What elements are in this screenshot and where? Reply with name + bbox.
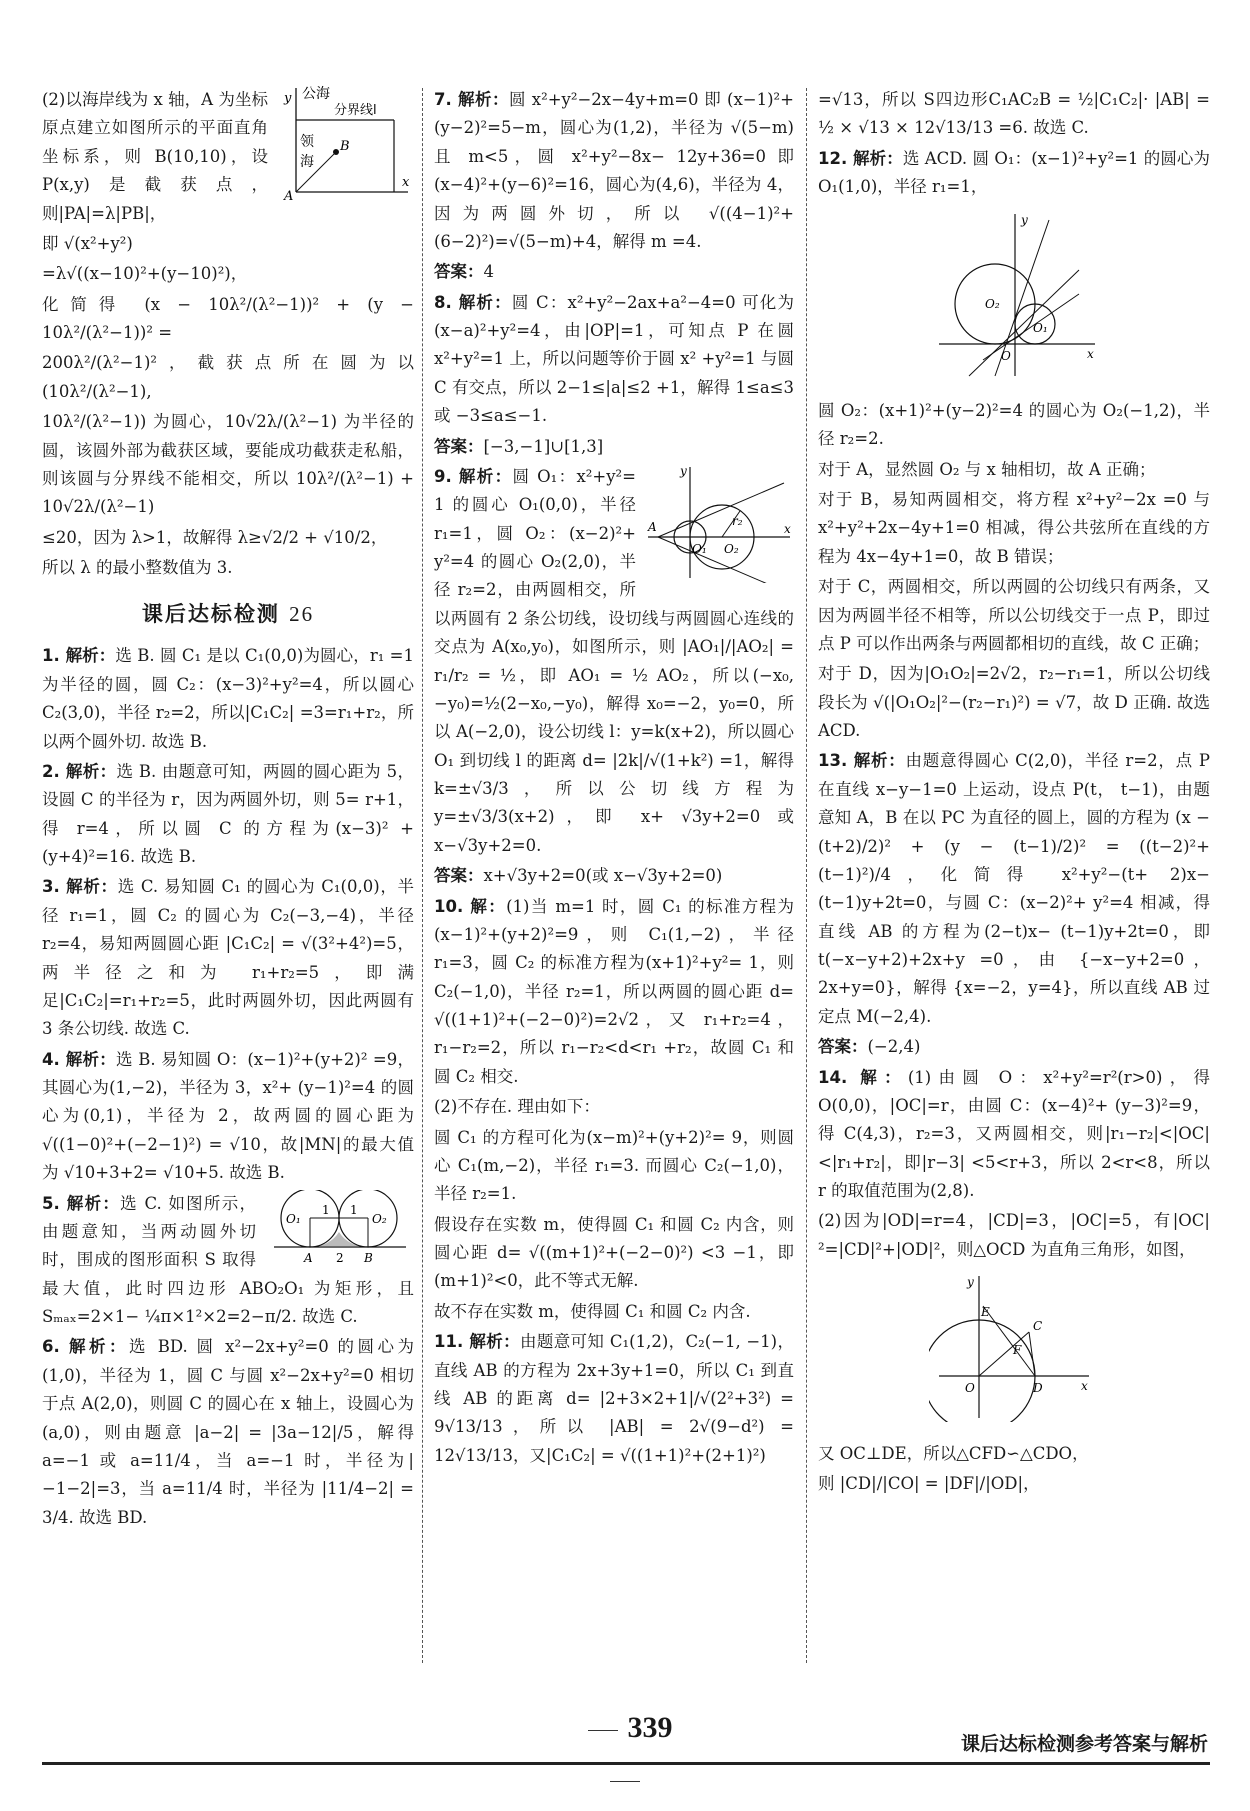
answer-10: 10. 解：(1)当 m=1 时，圆 C₁ 的标准方程为 (x−1)²+(y+2)²=9，则 C₁(1,−2)，半径 r₁=3，圆 C₂ 的标准方程为(x+1)²+y²= 1，则 C₂(−1,0)，半径 r₂=1，所以两圆的圆心距 d= √((1+1)²+(−2−0)²)=2√2，又 r₁+r₂=4，r₁−r₂=2，所以 r₁−r₂<d<r₁ +r₂，故圆 C₁ 和圆 C₂ 相交. (434, 896, 794, 1086)
fig12-y: y (1021, 212, 1028, 227)
fig9-x: x (784, 521, 791, 536)
answer-11: 11. 解析：由题意可知 C₁(1,2)，C₂(−1, −1)，直线 AB 的方程为 2x+3y+1=0，所以 C₁ 到直线 AB 的距离 d= |2+3×2+1|/√(2²+3²) = 9√13/13，所以 |AB| = 2√(9−d²) = 12√13/13，又|C₁C₂| = √((1+1)²+(2+1)²) (434, 1332, 794, 1465)
answer-12-c: 对于 B，易知两圆相交，将方程 x²+y²−2x =0 与 x²+y²+2x−4y+1=0 相减，得公共弦所在直线的方程为 4x−4y+1=0，故 B 错误； (818, 490, 1210, 566)
section-number: 26 (289, 602, 315, 627)
fig9-o1: O₁ (692, 541, 707, 556)
figure-12 (929, 210, 1099, 380)
answer-12-b: 对于 A，显然圆 O₂ 与 x 轴相切，故 A 正确； (818, 459, 1156, 479)
q-prev-text-4: 化简得 (x − 10λ²/(λ²−1))² + (y − 10λ²/(λ²−1))² = (42, 294, 414, 342)
figure-14-wrap (818, 1272, 1210, 1431)
fig14-y: y (967, 1275, 974, 1290)
footer-rule (42, 1762, 1210, 1765)
answer-10-part2-c: 故不存在实数 m，使得圆 C₁ 和圆 C₂ 内含. (434, 1301, 751, 1321)
fig9-o2: O₂ (724, 541, 739, 556)
fig5-2: 2 (336, 1250, 344, 1265)
fig5-a: A (304, 1250, 313, 1265)
tangent-figure (644, 463, 794, 583)
answer-12-e: 对于 D，因为|O₁O₂|=2√2，r₂−r₁=1，所以公切线段长为 √(|O₁O₂|²−(r₂−r₁)²) = √7，故 D 正确. 故选 ACD. (818, 664, 1210, 740)
answer-5: 5. 解析：选 C. 如图所示，由题意知，当两动圆外切时，围成的图形面积 S 取得最大值，此时四边形 ABO₂O₁ 为矩形，且 Sₘₐₓ=2×1− ¼π×1²×2=2−π/2. 故选 C. (42, 1193, 414, 1327)
answer-12: 12. 解析：选 ACD. 圆 O₁：(x−1)²+y²=1 的圆心为 O₁(1,0)，半径 r₁=1， (818, 148, 1210, 197)
answer-6: 6. 解析：选 BD. 圆 x²−2x+y²=0 的圆心为(1,0)，半径为 1，圆 C 与圆 x²−2x+y²=0 相切于点 A(2,0)，则圆 C 的圆心在 x 轴上，设圆心为(a,0)，则由题意 |a−2| = |3a−12|/5，解得 a=−1 或 a=11/4，当 a=−1 时，半径为|−1−2|=3，当 a=11/4 时，半径为 |11/4−2| = 3/4. 故选 BD. (42, 1337, 415, 1527)
answer-7-result: 答案：4 (434, 262, 494, 282)
q-prev-text-1: (2)以海岸线为 x 轴，A 为坐标原点建立如图所示的平面直角坐标系，则 B(10,10)，设 P(x,y)是截获点，则|PA|=λ|PB|， (42, 90, 268, 223)
figure-14 (929, 1272, 1099, 1422)
fig14-d: D (1033, 1381, 1043, 1396)
fig9-a: A (648, 519, 657, 534)
two-circles-figure (264, 1190, 414, 1270)
answer-10-part2-a: 圆 C₁ 的方程可化为(x−m)²+(y+2)²= 9，则圆心 C₁(m,−2)，半径 r₁=3. 而圆心 C₂(−1,0)，半径 r₂=1. (434, 1127, 794, 1204)
figure-12-wrap (818, 210, 1210, 389)
answer-14-part2-b: 又 OC⊥DE，所以△CFD∽△CDO， (818, 1443, 1089, 1463)
answer-10-part2: (2)不存在. 理由如下： (434, 1097, 600, 1117)
answer-4: 4. 解析：选 B. 易知圆 O：(x−1)²+(y+2)² =9，其圆心为(1,−2)，半径为 3，x²+ (y−1)²=4 的圆心为(0,1)，半径为 2，故两圆的圆心距为 √((1−0)²+(−2−1)²) = √10，故|MN|的最大值为 √10+3+2= √10+5. 故选 B. (42, 1049, 415, 1183)
answer-14-part2-c: 则 |CD|/|CO| = |DF|/|OD|， (818, 1473, 1040, 1493)
answer-11-cont: =√13，所以 S四边形C₁AC₂B = ½|C₁C₂|· |AB| = ½ × √13 × 12√13/13 =6. 故选 C. (818, 90, 1210, 138)
fig14-x: x (1081, 1379, 1088, 1394)
coast-label-x: x (402, 175, 410, 190)
answer-9-result: 答案：x+√3y+2=0(或 x−√3y+2=0) (434, 866, 723, 886)
fig5-o1: O₁ (286, 1211, 301, 1226)
section-title (42, 596, 414, 632)
coast-label-territory-1: 领 (300, 134, 314, 150)
fig5-1a: 1 (322, 1202, 330, 1217)
fig9-r2: r₂ (732, 513, 743, 528)
fig14-e: E (981, 1305, 990, 1320)
fig9-y: y (680, 463, 687, 478)
column-1 (42, 86, 414, 1534)
answer-1: 1. 解析：选 B. 圆 C₁ 是以 C₁(0,0)为圆心，r₁ =1 为半径的圆，圆 C₂：(x−3)²+y²=4，所以圆心 C₂(3,0)，半径 r₂=2，所以|C₁C₂| =3=r₁+r₂，所以两个圆外切. 故选 B. (42, 646, 414, 751)
column-divider-1 (422, 88, 423, 1663)
footer-title: 课后达标检测参考答案与解析 (960, 1733, 1208, 1755)
answer-12-d: 对于 C，两圆相交，所以两圆的公切线只有两条，又因为两圆半径不相等，所以公切线交于一点 P，即过点 P 可以作出两条与两圆都相切的直线，故 C 正确； (818, 577, 1210, 653)
q-prev-text-5: 200λ²/(λ²−1)²，截获点所在圆为以 (10λ²/(λ²−1), (42, 353, 414, 401)
coast-label-y: y (284, 91, 292, 106)
answer-8: 8. 解析：圆 C：x²+y²−2ax+a²−4=0 可化为(x−a)²+y²=4，由|OP|=1，可知点 P 在圆 x²+y²=1 上，所以问题等价于圆 x² +y²=1 与圆 C 有交点，所以 2−1≤|a|≤2 +1，解得 1≤a≤3 或 −3≤a≤−1. (434, 292, 794, 426)
coast-label-territory-2: 海 (300, 154, 314, 170)
section-title-text: 课后达标检测 (141, 602, 280, 627)
answer-2: 2. 解析：选 B. 由题意可知，两圆的圆心距为 5，设圆 C 的半径为 r，因为两圆外切，则 5= r+1，得 r=4，所以圆 C 的方程为(x−3)² +(y+4)²=16. 故选 B. (42, 761, 414, 867)
coast-label-b: B (340, 139, 350, 154)
column-divider-2 (806, 88, 807, 1663)
q-prev-text-2: 即 √(x²+y²) (42, 233, 133, 253)
q-prev-text-3: =λ√((x−10)²+(y−10)²)， (42, 264, 248, 284)
answer-12-a: 圆 O₂：(x+1)²+(y−2)²=4 的圆心为 O₂(−1,2)，半径 r₂=2. (818, 400, 1210, 449)
answer-14: 14. 解：(1)由圆 O：x²+y²=r²(r>0)，得 O(0,0)，|OC|=r，由圆 C：(x−4)²+ (y−3)²=9，得 C(4,3)，r₂=3，又两圆相交，则|r₁−r₂|<|OC|<|r₁+r₂|，即|r−3| <5<r+3，所以 2<r<8，所以 r 的取值范围为(2,8). (818, 1067, 1210, 1200)
answer-7: 7. 解析：圆 x²+y²−2x−4y+m=0 即 (x−1)²+(y−2)²=5−m，圆心为(1,2)，半径为 √(5−m) 且 m<5，圆 x²+y²−8x− 12y+36=0 即(x−4)²+(y−6)²=16，圆心为(4,6)，半径为 4，因为两圆外切，所以 √((4−1)²+(6−2)²)=√(5−m)+4，解得 m =4. (434, 90, 794, 251)
coast-label-sea: 公海 (302, 86, 330, 102)
column-2 (434, 86, 794, 1472)
fig14-c: C (1033, 1319, 1043, 1334)
fig14-o: O (965, 1381, 975, 1396)
answer-3: 3. 解析：选 C. 易知圆 C₁ 的圆心为 C₁(0,0)，半径 r₁=1，圆 C₂ 的圆心为 C₂(−3,−4)，半径 r₂=4，易知两圆圆心距 |C₁C₂| = √(3²+4²)=5，两半径之和为 r₁+r₂=5，即满足|C₁C₂|=r₁+r₂=5，此时两圆外切，因此两圆有 3 条公切线. 故选 C. (42, 877, 414, 1039)
page-number: 339 (560, 1702, 690, 1805)
q-prev-text-7: ≤20，因为 λ>1，故解得 λ≥√2/2 + √10/2， (42, 527, 388, 547)
q-prev-text-8: 所以 λ 的最小整数值为 3. (42, 558, 233, 577)
fig5-1b: 1 (350, 1202, 358, 1217)
fig12-o: O (1001, 348, 1011, 363)
answer-8-result: 答案：[−3,−1]∪[1,3] (434, 436, 604, 456)
coast-label-a: A (284, 189, 294, 202)
column-3 (818, 86, 1210, 1500)
answer-10-part2-b: 假设存在实数 m，使得圆 C₁ 和圆 C₂ 内含，则圆心距 d= √((m+1)²+(−2−0)²) <3 −1，即(m+1)²<0，此不等式无解. (434, 1214, 794, 1291)
fig5-o2: O₂ (372, 1211, 387, 1226)
fig5-b: B (364, 1250, 373, 1265)
fig12-o2: O₂ (985, 296, 1000, 311)
fig14-f: F (1013, 1343, 1022, 1358)
answer-9: 9. 解析：圆 O₁：x²+y²= 1 的圆心 O₁(0,0)，半径 r₁=1，圆 O₂：(x−2)²+ y²=4 的圆心 O₂(2,0)，半径 r₂=2，由两圆相交，所以两圆有 2 条公切线，设切线与两圆圆心连线的交点为 A(x₀,y₀)，如图所示，则 |AO₁|/|AO₂| = r₁/r₂ = ½，即 AO₁ = ½ AO₂，所以(−x₀,−y₀)=½(2−x₀,−y₀)，解得 x₀=−2，y₀=0，所以 A(−2,0)，设公切线 l：y=k(x+2)，所以圆心 O₁ 到切线 l 的距离 d= |2k|/√(1+k²) =1，解得 k=±√3/3，所以公切线方程为 y=±√3/3(x+2)，即 x+ √3y+2=0 或 x−√3y+2=0. (434, 466, 794, 855)
fig12-o1: O₁ (1033, 320, 1048, 335)
q-prev-text-6: 10λ²/(λ²−1)) 为圆心，10√2λ/(λ²−1) 为半径的圆，该圆外部为截获区域，要能成功截获走私船，则该圆与分界线不能相交，所以 10λ²/(λ²−1) + 10√2λ/(λ²−1) (42, 412, 414, 517)
answer-13: 13. 解析：由题意得圆心 C(2,0)，半径 r=2，点 P 在直线 x−y−1=0 上运动，设点 P(t， t−1)，由题意知 A，B 在以 PC 为直径的圆上，圆的方程为 (x − (t+2)/2)² + (y − (t−1)/2)² = ((t−2)²+(t−1)²)/4，化简得 x²+y²−(t+ 2)x−(t−1)y+2t=0，与圆 C：(x−2)²+ y²=4 相减，得直线 AB 的方程为(2−t)x− (t−1)y+2t=0，即 t(−x−y+2)+2x+y =0，由 {−x−y+2=0，2x+y=0}，解得 {x=−2，y=4}，所以直线 AB 过定点 M(−2,4). (818, 751, 1210, 1026)
answer-14-part2: (2)因为|OD|=r=4，|CD|=3，|OC|=5，有|OC|²=|CD|²+|OD|²，则△OCD 为直角三角形，如图， (818, 1211, 1210, 1259)
coast-label-line: 分界线l (334, 103, 377, 118)
coast-figure (276, 80, 414, 202)
fig12-x: x (1087, 346, 1094, 361)
answer-13-result: 答案：(−2,4) (818, 1037, 921, 1057)
